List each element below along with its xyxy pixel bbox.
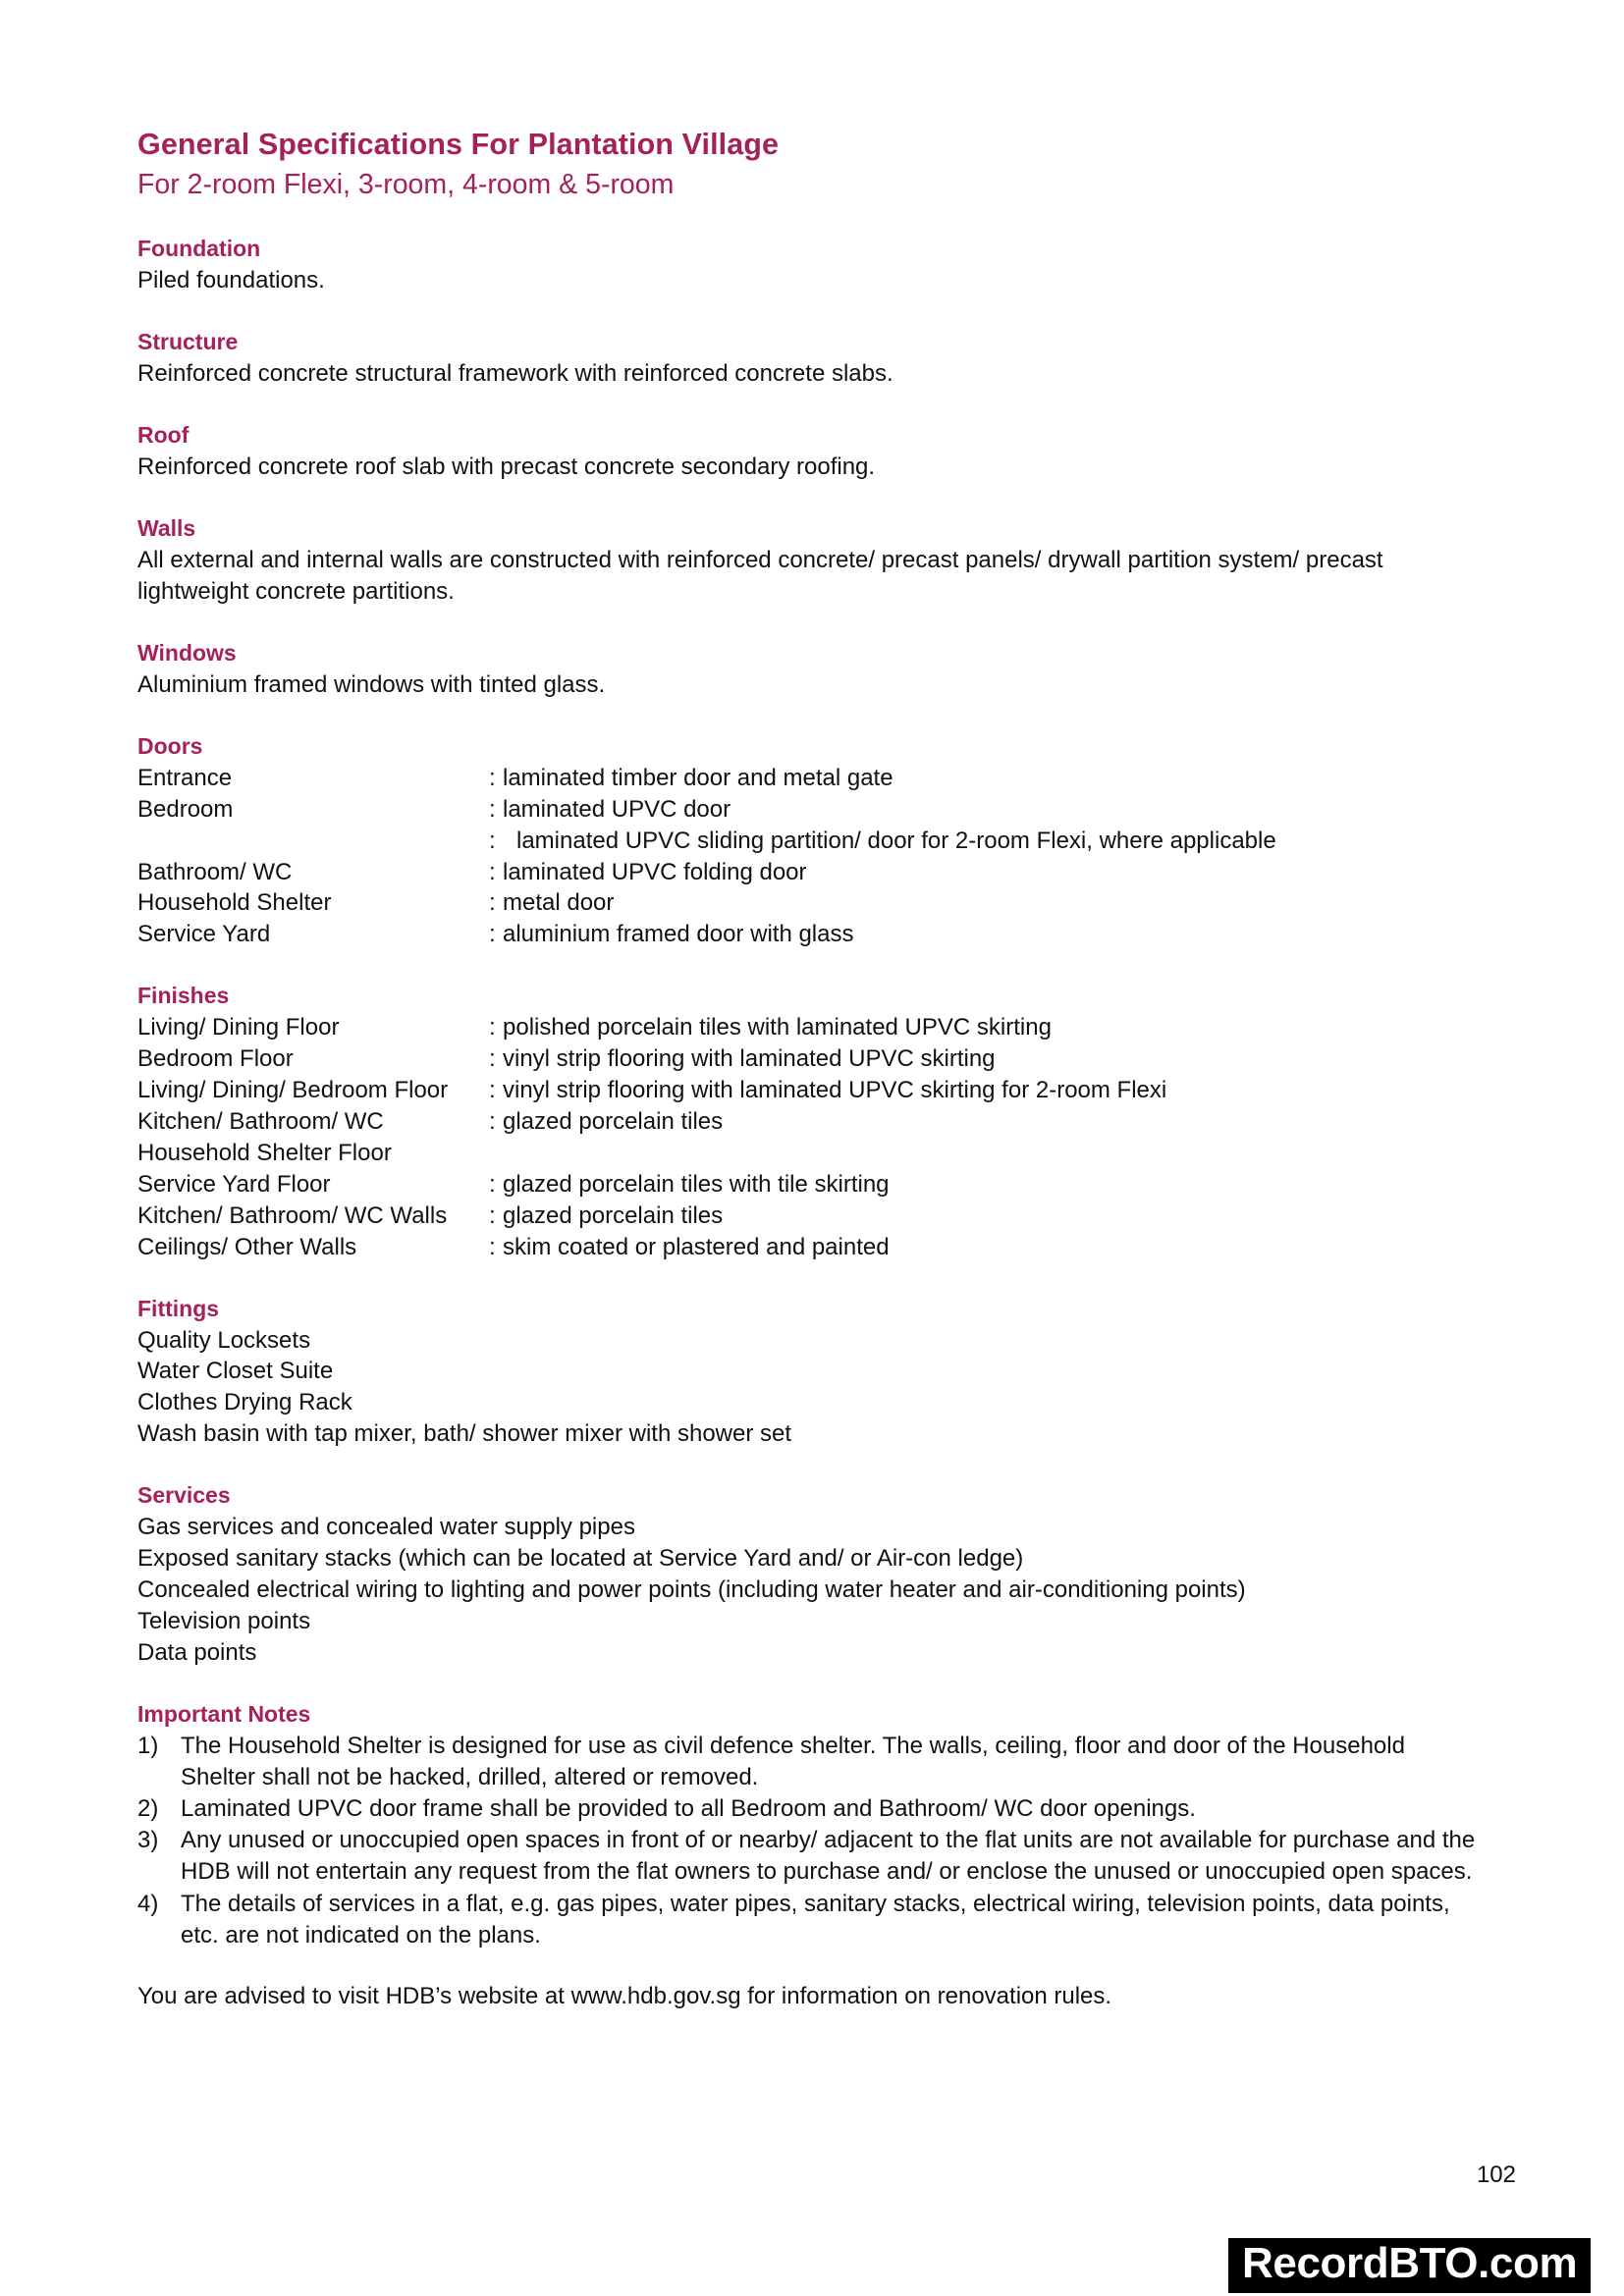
roof-line-1: Reinforced concrete roof slab with precast concrete secondary roofing. (137, 454, 876, 481)
spec-row (137, 826, 1512, 857)
services-line-3: Concealed electrical wiring to lighting and power points (including water heater and air-conditioning points) (137, 1576, 1246, 1604)
spec-label: Bedroom (137, 795, 234, 823)
spec-colon: : (489, 1201, 496, 1229)
section-roof (137, 420, 1512, 483)
section-important-notes (137, 1699, 1512, 1951)
spec-value (489, 887, 1512, 919)
page-number: 102 (1476, 2162, 1516, 2188)
spec-text: glazed porcelain tiles with tile skirting (503, 1170, 890, 1198)
page-subtitle: For 2-room Flexi, 3-room, 4-room & 5-room (137, 169, 675, 201)
windows-line-1: Aluminium framed windows with tinted glass. (137, 670, 606, 698)
section-structure (137, 327, 1512, 390)
spec-colon: : (489, 1233, 496, 1260)
spec-row (137, 1075, 1512, 1106)
section-heading-finishes: Finishes (137, 983, 230, 1009)
spec-colon: : (489, 1045, 496, 1073)
spec-row (137, 919, 1512, 950)
spec-label: Household Shelter (137, 889, 332, 917)
closing-note: You are advised to visit HDB’s website at www.hdb.gov.sg for information on renovation rules. (137, 1982, 1112, 2009)
spec-text: skim coated or plastered and painted (503, 1233, 890, 1260)
section-heading-walls: Walls (137, 514, 196, 541)
spec-value (489, 1232, 1512, 1263)
spec-row (137, 887, 1512, 919)
spec-value (489, 1075, 1512, 1106)
spec-row (137, 1106, 1512, 1138)
spec-label: Living/ Dining Floor (137, 1014, 340, 1041)
section-heading-important-notes: Important Notes (137, 1700, 311, 1727)
spec-label: Entrance (137, 764, 233, 791)
spec-colon: : (489, 1108, 496, 1135)
spec-label: Service Yard (137, 921, 271, 948)
note-text: The Household Shelter is designed for use as civil defence shelter. The walls, ceiling, floor and door of the Household Shelter shall not be hacked, drilled, altered or removed. (181, 1732, 1405, 1790)
spec-text: vinyl strip flooring with laminated UPVC skirting for 2-room Flexi (503, 1077, 1167, 1104)
spec-row (137, 1043, 1512, 1075)
spec-text: glazed porcelain tiles (503, 1108, 724, 1135)
spec-colon: : (489, 1014, 496, 1041)
fittings-line-2: Water Closet Suite (137, 1358, 334, 1385)
spec-value (489, 763, 1512, 794)
note-text: Any unused or unoccupied open spaces in front of or nearby/ adjacent to the flat units are not available for purchase and the HDB will not entertain any request from the flat owners to purchase and/ or enclose the unused or unoccupied open spaces. (181, 1827, 1476, 1886)
spec-label: Household Shelter Floor (137, 1139, 392, 1166)
spec-row (137, 1201, 1512, 1232)
spec-colon: : (489, 795, 496, 823)
finishes-spec-list (137, 1012, 1512, 1262)
walls-paragraph: All external and internal walls are constructed with reinforced concrete/ precast panels/ drywall partition system/ precast lightweight concrete partitions. (137, 546, 1383, 605)
spec-row (137, 1138, 1512, 1169)
note-number: 4) (137, 1890, 159, 1917)
foundation-line-1: Piled foundations. (137, 267, 325, 294)
spec-colon: : (489, 921, 496, 948)
document-content (137, 126, 1512, 2012)
section-heading-doors: Doors (137, 732, 203, 759)
spec-text: laminated timber door and metal gate (503, 764, 893, 791)
spec-row (137, 1232, 1512, 1263)
spec-value (489, 826, 1512, 857)
doors-spec-list (137, 763, 1512, 950)
note-text: Laminated UPVC door frame shall be provided to all Bedroom and Bathroom/ WC door openings. (181, 1795, 1196, 1823)
section-heading-windows: Windows (137, 639, 237, 666)
watermark-banner (1228, 2238, 1591, 2293)
note-text: The details of services in a flat, e.g. gas pipes, water pipes, sanitary stacks, electrical wiring, television points, data points, etc. are not indicated on the plans. (181, 1890, 1450, 1949)
spec-text: glazed porcelain tiles (503, 1201, 724, 1229)
services-line-1: Gas services and concealed water supply pipes (137, 1514, 635, 1541)
section-doors (137, 731, 1512, 950)
spec-colon: : (489, 1170, 496, 1198)
section-services (137, 1480, 1512, 1669)
services-line-2: Exposed sanitary stacks (which can be located at Service Yard and/ or Air-con ledge) (137, 1545, 1024, 1573)
section-finishes (137, 981, 1512, 1262)
note-item (137, 1889, 1512, 1951)
spec-text: metal door (503, 889, 615, 917)
spec-colon: : (489, 858, 496, 885)
spec-row (137, 1169, 1512, 1201)
spec-text: laminated UPVC folding door (503, 858, 807, 885)
spec-value (489, 1201, 1512, 1232)
section-heading-services: Services (137, 1482, 231, 1509)
spec-colon: : (489, 827, 496, 854)
spec-label: Ceilings/ Other Walls (137, 1233, 357, 1260)
spec-text: polished porcelain tiles with laminated UPVC skirting (503, 1014, 1052, 1041)
note-number: 2) (137, 1795, 159, 1823)
section-fittings (137, 1294, 1512, 1451)
spec-label: Bedroom Floor (137, 1045, 294, 1073)
spec-row (137, 763, 1512, 794)
spec-colon: : (489, 889, 496, 917)
note-number: 3) (137, 1827, 159, 1854)
spec-colon: : (489, 764, 496, 791)
spec-row (137, 857, 1512, 888)
section-heading-structure: Structure (137, 329, 239, 355)
section-walls (137, 513, 1512, 608)
spec-label: Living/ Dining/ Bedroom Floor (137, 1077, 449, 1104)
services-line-5: Data points (137, 1638, 257, 1666)
spec-label: Kitchen/ Bathroom/ WC (137, 1108, 384, 1135)
spec-text: aluminium framed door with glass (503, 921, 854, 948)
note-item (137, 1793, 1512, 1825)
spec-label: Kitchen/ Bathroom/ WC Walls (137, 1201, 448, 1229)
spec-value (489, 1169, 1512, 1201)
spec-value (489, 794, 1512, 826)
spec-colon: : (489, 1077, 496, 1104)
note-item (137, 1731, 1512, 1793)
fittings-line-4: Wash basin with tap mixer, bath/ shower mixer with shower set (137, 1420, 792, 1448)
spec-text: laminated UPVC door (503, 795, 731, 823)
section-heading-roof: Roof (137, 421, 189, 448)
section-foundation (137, 234, 1512, 296)
structure-line-1: Reinforced concrete structural framework with reinforced concrete slabs. (137, 360, 893, 388)
spec-label: Bathroom/ WC (137, 858, 293, 885)
spec-row (137, 1012, 1512, 1043)
fittings-line-3: Clothes Drying Rack (137, 1389, 352, 1416)
spec-text: laminated UPVC sliding partition/ door for 2-room Flexi, where applicable (516, 827, 1276, 854)
section-windows (137, 638, 1512, 701)
spec-value (489, 1106, 1512, 1138)
spec-value (489, 857, 1512, 888)
spec-value (489, 919, 1512, 950)
note-item (137, 1825, 1512, 1888)
spec-value (489, 1043, 1512, 1075)
spec-value (489, 1012, 1512, 1043)
spec-label: Service Yard Floor (137, 1170, 331, 1198)
section-heading-fittings: Fittings (137, 1295, 220, 1321)
services-line-4: Television points (137, 1607, 311, 1634)
spec-text: vinyl strip flooring with laminated UPVC skirting (503, 1045, 996, 1073)
watermark-text: RecordBTO.com (1242, 2239, 1578, 2287)
note-number: 1) (137, 1732, 159, 1759)
spec-row (137, 794, 1512, 826)
page-title: General Specifications For Plantation Village (137, 128, 780, 161)
section-heading-foundation: Foundation (137, 236, 261, 262)
fittings-line-1: Quality Locksets (137, 1326, 311, 1354)
